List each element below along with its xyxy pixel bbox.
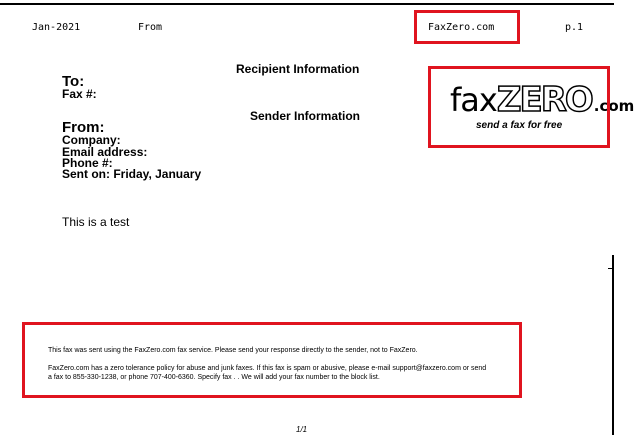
sent-on-label: Sent on: Friday, January — [62, 167, 202, 181]
header-highlight-box — [414, 10, 520, 44]
header-date: Jan-2021 — [32, 22, 81, 33]
fax-header-line — [0, 22, 614, 36]
footer-contact-line: a fax to 855-330-1238, or phone 707-400-6360. Specify fax . . We will add your fax number to the block list. — [48, 374, 380, 381]
recipient-section-title: Recipient Information — [236, 62, 360, 76]
logo-fax-text: fax — [450, 81, 497, 119]
fax-number-label: Fax #: — [62, 87, 97, 101]
logo-highlight-box — [428, 66, 610, 148]
page-edge-tick — [608, 268, 614, 269]
page-right-edge — [612, 255, 614, 435]
header-page-number: p.1 — [565, 22, 584, 33]
header-from: From — [138, 22, 163, 33]
sender-section-title: Sender Information — [250, 109, 361, 123]
from-label: From: — [62, 119, 105, 136]
message-body: This is a test — [62, 215, 130, 229]
logo-com-text: .com — [593, 97, 634, 115]
footer-notice-line: This fax was sent using the FaxZero.com fax service. Please send your response directly to the sender, not to FaxZero. — [48, 347, 418, 354]
footer-policy-line: FaxZero.com has a zero tolerance policy for abuse and junk faxes. If this fax is spam or abusive, please e-mail support@faxzero.com or send — [48, 365, 487, 372]
email-label: Email address: — [62, 145, 148, 159]
footer-highlight-box — [22, 322, 522, 398]
header-site: FaxZero.com — [428, 22, 495, 33]
logo-tagline: send a fax for free — [476, 120, 563, 131]
company-label: Company: — [62, 133, 121, 147]
page-count: 1/1 — [296, 425, 308, 434]
page-top-edge — [0, 3, 614, 5]
phone-label: Phone #: — [62, 156, 113, 170]
logo-zero-text: ZERO — [496, 80, 592, 120]
to-label: To: — [62, 73, 85, 90]
